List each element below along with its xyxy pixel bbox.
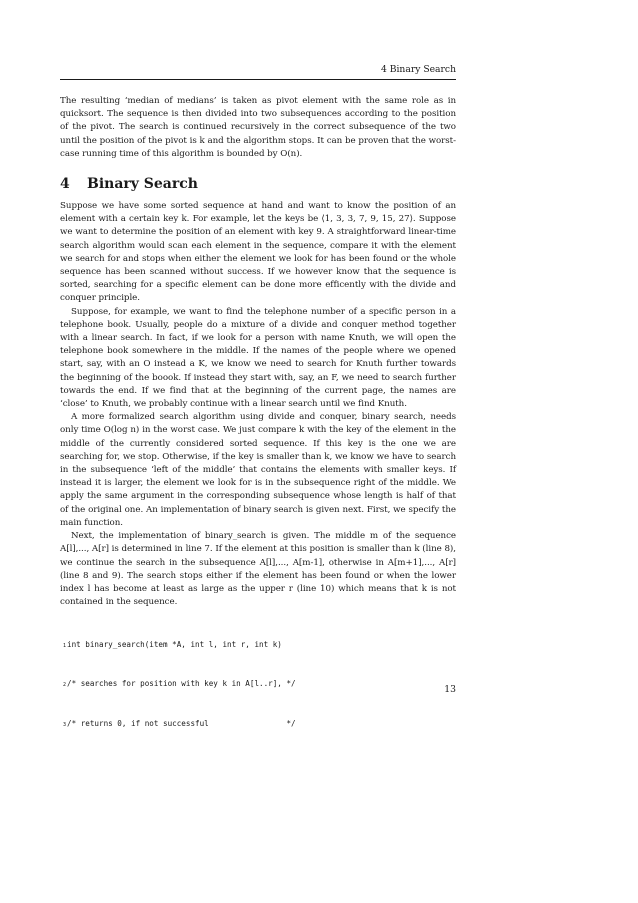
- code-line: [60, 718, 456, 732]
- paragraph-implementation: Next, the implementation of binary_search is given. The middle m of the sequence A[l],..., A[r] is determined in line 7. If the element at this position is smaller than k (line 8), we continue the search in the subsequence A[l],..., A[m-1], otherwise in A[m+1],..., A[r] (line 8 and 9). The search stops either if the element has been found or when the lower index l has become at least as large as the upper r (line 10) which means that k is not contained in the sequence.: [60, 531, 456, 608]
- section-title: Binary Search: [87, 176, 198, 193]
- running-header: 4 Binary Search: [380, 64, 456, 75]
- paragraph-sorted-sequence: Suppose we have some sorted sequence at hand and want to know the position of an element with a certain key k. For example, let the keys be ⟨1, 3, 3, 7, 9, 15, 27⟩. Suppose we want to determine the position of an element with key 9. A straightforward linear-time search algorithm would scan each element in the sequence, compare it with the element we search for and stops when either the element we look for has been found or the whole sequence has been scanned without success. If we however know that the sequence is sorted, searching for a specific element can be done more efficently with the divide and conquer principle.: [60, 201, 456, 304]
- paragraph-binary-search: A more formalized search algorithm using divide and conquer, binary search, needs only time O(log n) in the worst case. We just compare k with the key of the element in the middle of the currently considered sorted sequence. If this key is the one we are searching for, we stop. Otherwise, if the key is smaller than k, we know we have to search in the subsequence ‘left of the middle’ that contains the elements with smaller keys. If instead it is larger, the element we look for is in the subsequence right of the middle. We apply the same argument in the corresponding subsequence whose length is half of that of the original one. An implementation of binary search is given next. First, we specify the main function.: [60, 412, 456, 528]
- page-body: [60, 95, 456, 757]
- code-line-text: /* searches for position with key k in A[l..r], */: [67, 679, 296, 689]
- code-line-number: 3: [62, 721, 66, 728]
- section-heading: [60, 174, 456, 194]
- paragraph-telephone-book: Suppose, for example, we want to find the telephone number of a specific person in a telephone book. Usually, people do a mixture of a divide and conquer method together with a linear search. In fact, if we look for a person with name Knuth, we will open the telephone book somewhere in the middle. If the names of the people where we opened start, say, with an O instead a K, we know we need to search for Knuth further towards the beginning of the boook. If instead they start with, say, an F, we need to search further towards the end. If we find that at the beginning of the current page, the names are ‘close’ to Knuth, we probably continue with a linear search until we find Knuth.: [60, 306, 456, 410]
- code-line-text: int binary_search(item *A, int l, int r, int k): [67, 639, 282, 649]
- code-line: [60, 639, 456, 653]
- code-line-text: /* returns 0, if not successful */: [67, 718, 296, 728]
- code-line-number: 2: [62, 682, 66, 689]
- intro-paragraph: The resulting ‘median of medians’ is taken as pivot element with the same role as in quicksort. The sequence is then divided into two subsequences according to the position of the pivot. The search is continued recursively in the correct subsequence of the two until the position of the pivot is k and the algorithm stops. It can be proven that the worst-case running time of this algorithm is bounded by O(n).: [60, 96, 456, 159]
- header-rule: [60, 79, 456, 80]
- code-line-number: 1: [62, 642, 66, 649]
- page-number: 13: [444, 684, 456, 695]
- section-number: 4: [60, 176, 70, 193]
